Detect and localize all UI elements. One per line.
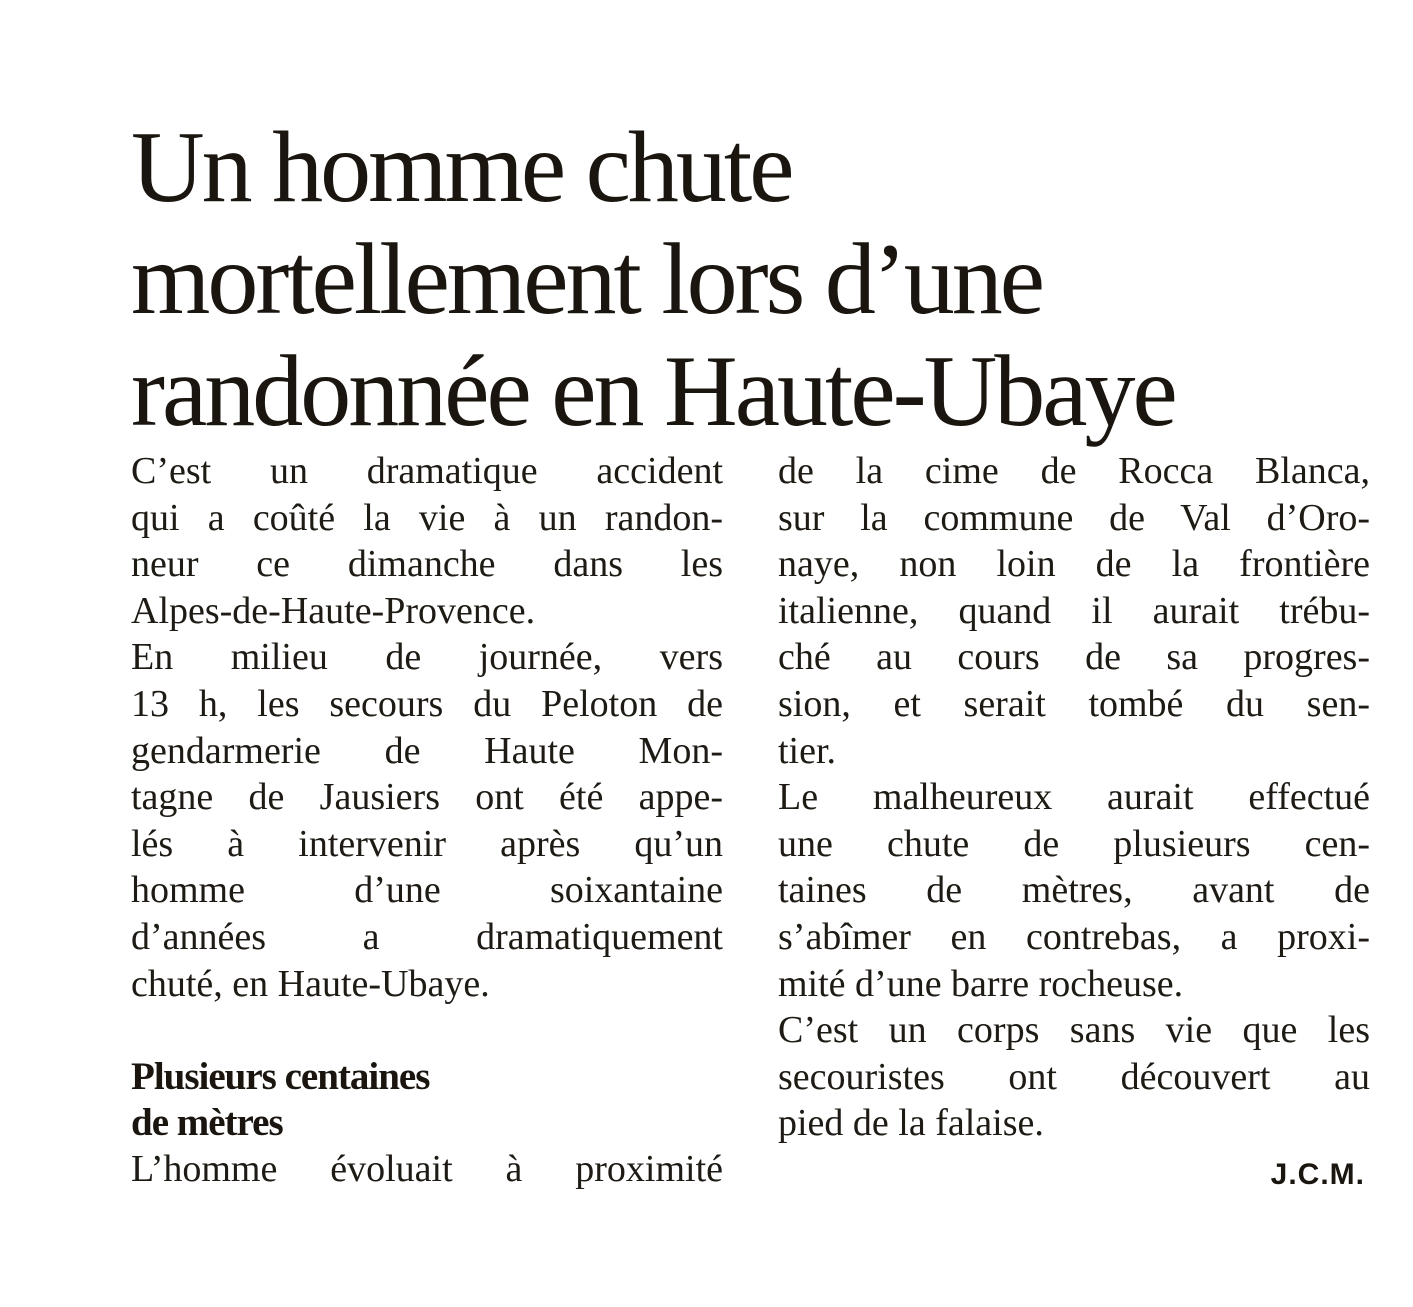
left-column bbox=[131, 448, 723, 1192]
paragraph-5 bbox=[778, 1007, 1370, 1147]
right-column bbox=[778, 448, 1370, 1147]
body-line: Alpes-de-Haute-Provence. bbox=[131, 589, 536, 632]
body-line: sur la commune de Val d’Oro- bbox=[778, 496, 1370, 539]
body-line: L’homme évoluait à proximité bbox=[131, 1147, 723, 1190]
body-line: tier. bbox=[778, 729, 837, 772]
body-line: pied de la falaise. bbox=[778, 1102, 1044, 1145]
body-line: homme d’une soixantaine bbox=[131, 869, 723, 912]
body-line: qui a coûté la vie à un randon- bbox=[131, 496, 723, 539]
paragraph-1 bbox=[131, 448, 723, 634]
body-line: chuté, en Haute-Ubaye. bbox=[131, 962, 490, 1005]
author-signature: J.C.M. bbox=[1270, 1158, 1365, 1191]
body-line: tagne de Jausiers ont été appe- bbox=[131, 776, 723, 819]
body-line: Le malheureux aurait effectué bbox=[778, 776, 1370, 819]
body-line: taines de mètres, avant de bbox=[778, 869, 1370, 912]
body-line: mité d’une barre rocheuse. bbox=[778, 962, 1184, 1005]
body-line: de la cime de Rocca Blanca, bbox=[778, 450, 1370, 492]
body-line: ché au cours de sa progres- bbox=[778, 636, 1370, 679]
subheading-line: Plusieurs centaines bbox=[131, 1054, 430, 1098]
body-line: 13 h, les secours du Peloton de bbox=[131, 682, 723, 725]
body-line: lés à intervenir après qu’un bbox=[131, 822, 723, 865]
paragraph-2 bbox=[131, 634, 723, 1007]
body-line: sion, et serait tombé du sen- bbox=[778, 682, 1370, 725]
paragraph-3-continued bbox=[778, 448, 1370, 774]
body-line: En milieu de journée, vers bbox=[131, 636, 723, 679]
headline-line: randonnée en Haute-Ubaye bbox=[131, 335, 1175, 448]
body-line: neur ce dimanche dans les bbox=[131, 543, 723, 586]
paragraph-4 bbox=[778, 774, 1370, 1007]
body-line: d’années a dramatiquement bbox=[131, 915, 723, 958]
body-line: naye, non loin de la frontière bbox=[778, 543, 1370, 586]
paragraph-3 bbox=[131, 1146, 723, 1193]
body-line: secouristes ont découvert au bbox=[778, 1055, 1370, 1098]
headline-line: Un homme chute bbox=[131, 111, 792, 224]
body-line: italienne, quand il aurait trébu- bbox=[778, 589, 1370, 632]
headline bbox=[131, 112, 1331, 448]
body-line: C’est un dramatique accident bbox=[131, 450, 723, 492]
body-line: s’abîmer en contrebas, a proxi- bbox=[778, 915, 1370, 958]
subheading bbox=[131, 1054, 723, 1146]
headline-line: mortellement lors d’une bbox=[131, 223, 1043, 336]
body-line: C’est un corps sans vie que les bbox=[778, 1009, 1370, 1052]
paragraph-gap bbox=[131, 1007, 723, 1054]
body-line: une chute de plusieurs cen- bbox=[778, 822, 1370, 865]
subheading-line: de mètres bbox=[131, 1100, 283, 1144]
body-line: gendarmerie de Haute Mon- bbox=[131, 729, 723, 772]
